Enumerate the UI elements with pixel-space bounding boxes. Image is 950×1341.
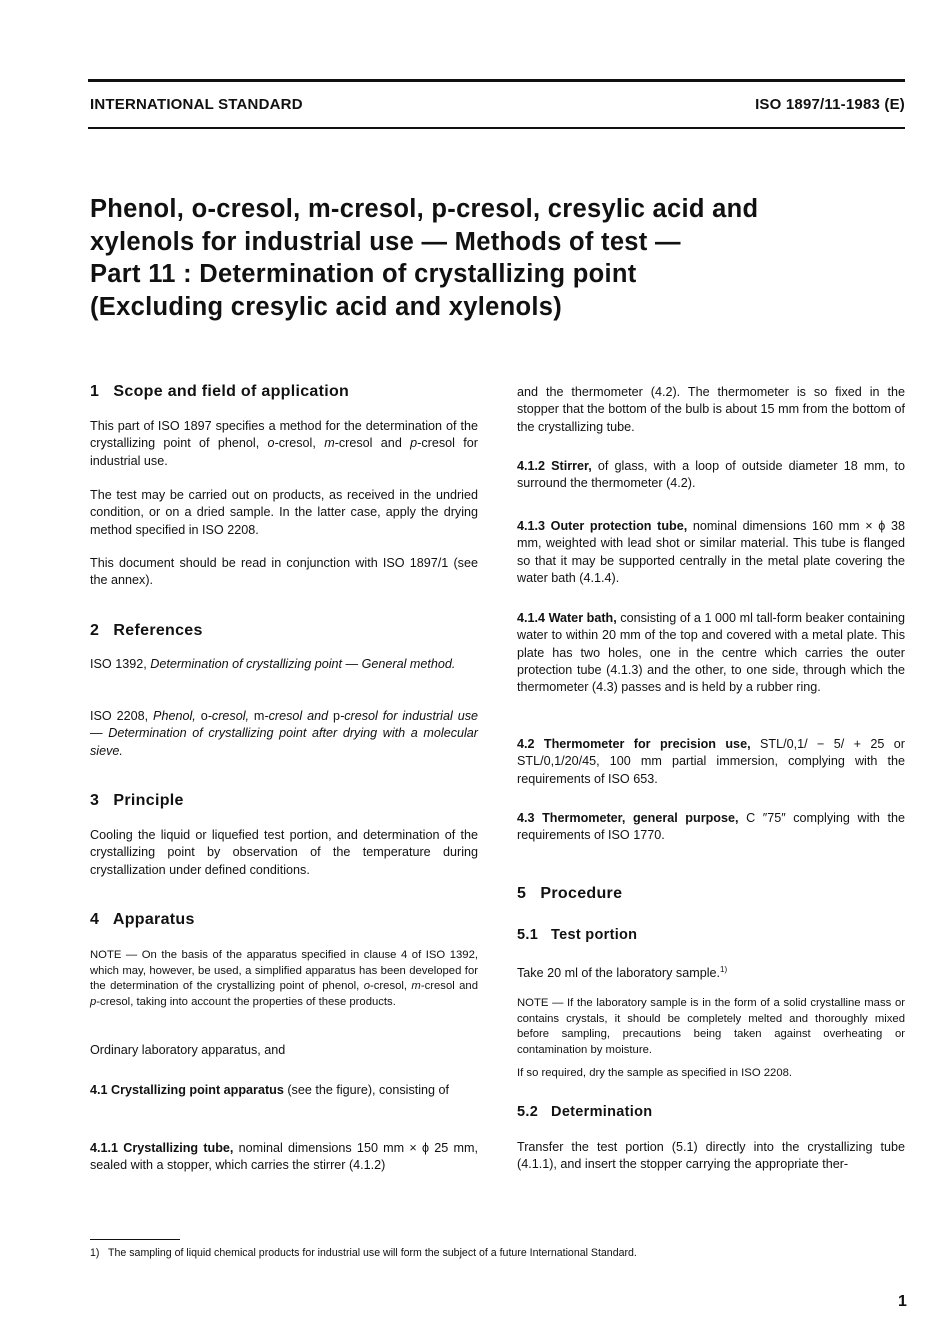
para-4-3 <box>517 810 905 845</box>
text-run: ISO 2208, <box>90 709 154 723</box>
text-run: and the thermometer (4.2). The thermometer is so fixed in the stopper that the bottom of the bulb is about 15 mm from the bottom of the crystallizing tube. <box>517 385 905 434</box>
text-run: Ordinary laboratory apparatus, and <box>90 1043 286 1057</box>
text-run: ISO 1392, <box>90 657 151 671</box>
text-run: -cresol, <box>207 709 254 723</box>
text-run: This document should be read in conjunction with ISO 1897/1 (see the annex). <box>90 556 478 588</box>
text-run: If so required, dry the sample as specified in ISO 2208. <box>517 1067 793 1079</box>
heading-test-portion: 5.1 Test portion <box>517 927 638 943</box>
note-test-portion <box>517 996 905 1058</box>
heading-apparatus: 4 Apparatus <box>90 911 195 928</box>
text-run: 4.1 Crystallizing point apparatus <box>90 1083 284 1097</box>
para-4-1-3 <box>517 518 905 587</box>
header-top-rule <box>88 79 905 82</box>
text-run: nominal dimensions 150 mm × ϕ 25 mm, sealed with a stopper, which carries the stirrer (4.1.2) <box>90 1141 478 1173</box>
reference-iso2208 <box>90 708 478 760</box>
text-run: C ″75″ complying with the requirements of ISO 1770. <box>517 811 905 843</box>
text-run: Transfer the test portion (5.1) directly into the crystallizing tube (4.1.1), and insert the stopper carrying the appropriate ther- <box>517 1140 905 1172</box>
document-type: INTERNATIONAL STANDARD <box>90 96 303 113</box>
para-4-1-1-cont <box>517 384 905 436</box>
header-bottom-rule <box>88 127 905 129</box>
title-line: Part 11 : Determination of crystallizing point <box>90 260 637 288</box>
text-run: -cresol and <box>264 709 334 723</box>
title-line: (Excluding cresylic acid and xylenols) <box>90 292 562 321</box>
text-run: m <box>324 436 335 451</box>
heading-scope: 1 Scope and field of application <box>90 383 350 400</box>
text-run: o <box>200 709 208 723</box>
document-number: ISO 1897/11-1983 (E) <box>755 96 905 113</box>
text-run: This part of ISO 1897 specifies a method for the determination of the crystallizing point of phenol, <box>90 419 478 451</box>
text-run: Take 20 ml of the laboratory sample. <box>517 966 720 981</box>
note-apparatus <box>90 948 478 1010</box>
reference-iso1392 <box>90 656 478 673</box>
para-4-1-1 <box>90 1140 478 1175</box>
para-scope-1 <box>90 418 478 470</box>
text-run: 4.3 Thermometer, general purpose, <box>517 811 739 825</box>
text-run: 4.1.3 Outer protection tube, <box>517 519 688 533</box>
text-run: Cooling the liquid or liquefied test portion, and determination of the crystallizing point by observation of the temperature during crystallization under defined conditions. <box>90 828 478 877</box>
heading-procedure: 5 Procedure <box>517 885 623 902</box>
text-run: -cresol and <box>420 980 478 992</box>
text-run: 4.1.1 Crystallizing tube, <box>90 1141 234 1155</box>
para-scope-2 <box>90 487 478 539</box>
text-run: 4.1.4 Water bath, <box>517 611 617 625</box>
text-run: The test may be carried out on products, as received in the undried condition, or on a dried sample. In the latter case, apply the drying method specified in ISO 2208. <box>90 488 478 537</box>
text-run: p <box>410 436 418 451</box>
text-run: -cresol, <box>370 980 412 992</box>
text-run: STL/0,1/ − 5/ + 25 or STL/0,1/20/45, 100 mm partial immersion, complying with the requirements of ISO 653. <box>517 737 906 786</box>
text-run: 1) <box>720 965 728 974</box>
footnote: 1) The sampling of liquid chemical products for industrial use will form the subject of a future International Standard. <box>90 1247 637 1259</box>
footnote-rule <box>90 1239 180 1240</box>
text-run: -cresol and <box>334 436 411 451</box>
text-run: of glass, with a loop of outside diameter 18 mm, to surround the thermometer (4.2). <box>517 459 905 491</box>
title-line: Phenol, o-cresol, m-cresol, p-cresol, cresylic acid and <box>90 195 759 223</box>
text-run: Determination of crystallizing point — General method. <box>150 657 456 671</box>
para-test-portion <box>517 961 905 982</box>
heading-determination: 5.2 Determination <box>517 1104 653 1120</box>
para-drying <box>517 1066 905 1082</box>
text-run: o <box>267 436 275 451</box>
para-scope-3 <box>90 555 478 590</box>
document-title <box>90 193 758 323</box>
text-run: m <box>253 709 265 723</box>
text-run: -cresol, taking into account the properties of these products. <box>96 995 396 1008</box>
text-run: p <box>90 995 97 1008</box>
heading-references: 2 References <box>90 622 203 639</box>
text-run: 4.2 Thermometer for precision use, <box>517 737 751 751</box>
para-determination <box>517 1139 905 1174</box>
para-4-1-4 <box>517 610 905 696</box>
text-run: -cresol for industrial use. <box>90 436 478 468</box>
text-run: -cresol for industrial use — Determination of crystallizing point after drying with a molecular sieve. <box>90 709 478 758</box>
text-run: m <box>411 980 421 992</box>
text-run: p <box>333 709 341 723</box>
text-run: -cresol, <box>274 436 325 451</box>
para-4-1-2 <box>517 458 905 493</box>
text-run: 4.1.2 Stirrer, <box>517 459 592 473</box>
heading-principle: 3 Principle <box>90 792 184 809</box>
para-4-1 <box>90 1082 478 1099</box>
text-run: Phenol, <box>153 709 201 723</box>
para-4-2 <box>517 736 905 788</box>
text-run: o <box>363 980 370 992</box>
title-line: xylenols for industrial use — Methods of test — <box>90 227 681 256</box>
text-run: (see the figure), consisting of <box>283 1083 450 1097</box>
page-number: 1 <box>898 1293 907 1310</box>
text-run: consisting of a 1 000 ml tall-form beaker containing water to within 20 mm of the top and covered with a metal plate. This plate has two holes, one in the centre which carries the outer protection tube (4.1.3) and the other, to one side, through which the thermometer (4.3) passes and is held by a rubber ring. <box>517 611 905 695</box>
text-run: NOTE — On the basis of the apparatus specified in clause 4 of ISO 1392, which may, however, be used, a simplified apparatus has been developed for the determination of the crystallizing point of phenol, <box>90 949 478 992</box>
para-principle <box>90 827 478 879</box>
text-run: nominal dimensions 160 mm × ϕ 38 mm, weighted with lead shot or similar material. This tube is flanged so that it may be supported centrally in the metal plate covering the water bath (4.1.4). <box>517 519 905 585</box>
para-apparatus <box>90 1042 478 1059</box>
text-run: NOTE — If the laboratory sample is in the form of a solid crystalline mass or contains crystals, it should be completely melted and thoroughly mixed before sampling, precautions being taken against overheating or contamination by moisture. <box>517 997 905 1056</box>
